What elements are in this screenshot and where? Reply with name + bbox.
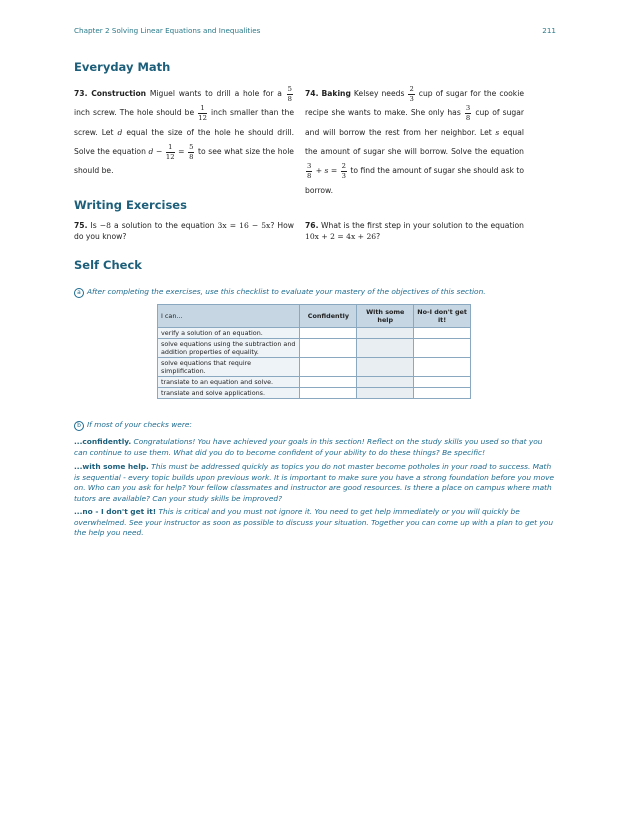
- fraction: $\frac{1}{12}$: [165, 142, 175, 161]
- variable: s: [495, 127, 500, 137]
- fraction: $\frac{2}{3}$: [341, 162, 346, 180]
- fraction: $\frac{3}{8}$: [307, 162, 312, 180]
- table-row: [158, 377, 471, 388]
- variable: d: [117, 127, 123, 137]
- problem-75: 75. Is −8 a solution to the equation 3x = 16 − 5x? How do you know?: [74, 221, 294, 242]
- check-cell-with-help[interactable]: [357, 328, 414, 339]
- objective-cell: solve equations that require simplification.: [158, 358, 300, 377]
- fraction: $\frac{1}{12}$: [198, 104, 207, 122]
- check-cell-confidently[interactable]: [300, 358, 357, 377]
- check-cell-no[interactable]: [414, 339, 471, 358]
- objective-cell: translate to an equation and solve.: [158, 377, 300, 388]
- check-cell-confidently[interactable]: [300, 328, 357, 339]
- check-cell-with-help[interactable]: [357, 358, 414, 377]
- objective-cell: verify a solution of an equation.: [158, 328, 300, 339]
- problem-73: 73. Construction Miguel wants to drill a hole for a $\frac{5}{8}$ inch screw. The hole should be $\frac{1}{12}$ inch smaller than the screw. Let d equal the size of the hole he should drill. Solve the equation d − $\frac{1}{12}$ = $\frac{5}{8}$ to see what size the hole should be.: [74, 84, 295, 176]
- confidently-note: ...confidently. Congratulations! You have achieved your goals in this section! Reflect on the study skills you used so that you can continue to use them. What did you do to become confident of your ability to do these things? Be specific!: [74, 437, 543, 457]
- self-check-b-intro: b If most of your checks were:: [74, 420, 556, 431]
- table-row: [158, 339, 471, 358]
- check-cell-with-help[interactable]: [357, 388, 414, 399]
- problem-number: 73.: [74, 89, 88, 98]
- self-check-heading: Self Check: [74, 258, 142, 272]
- check-cell-confidently[interactable]: [300, 377, 357, 388]
- problem-74: 74. Baking Kelsey needs $\frac{2}{3}$ cup of sugar for the cookie recipe she wants to make. She only has $\frac{3}{8}$ cup of sugar and will borrow the rest from her neighbor. Let s equal the amount of sugar she will borrow. Solve the equation $\frac{3}{8}$ + s = $\frac{2}{3}$ to find the amount of sugar she should ask to borrow.: [305, 84, 524, 195]
- math-expression: −8: [99, 221, 111, 230]
- check-cell-confidently[interactable]: [300, 339, 357, 358]
- running-head: [74, 26, 556, 35]
- check-cell-no[interactable]: [414, 388, 471, 399]
- fraction: $\frac{3}{8}$: [465, 104, 471, 122]
- note-label: ...confidently.: [74, 437, 132, 446]
- page-number: 211: [542, 26, 556, 35]
- no-note: ...no - I don't get it! This is critical and you must not ignore it. You need to get help immediately or you will quickly be overwhelmed. See your instructor as soon as possible to discuss your situation. Together you can come up with a plan to get you the help you need.: [74, 507, 554, 538]
- self-check-table: [157, 304, 471, 399]
- problem-title: Baking: [321, 89, 351, 98]
- table-row: [158, 358, 471, 377]
- check-cell-no[interactable]: [414, 358, 471, 377]
- check-cell-with-help[interactable]: [357, 377, 414, 388]
- check-cell-with-help[interactable]: [357, 339, 414, 358]
- problem-76: 76. What is the first step in your solution to the equation 10x + 2 = 4x + 26?: [305, 221, 524, 242]
- math-expression: 10x + 2 = 4x + 26: [305, 232, 377, 242]
- problem-number: 76.: [305, 221, 319, 230]
- column-header: Confidently: [300, 305, 357, 328]
- fraction: $\frac{2}{3}$: [409, 84, 414, 103]
- check-cell-confidently[interactable]: [300, 388, 357, 399]
- objective-cell: solve equations using the subtraction and addition properties of equality.: [158, 339, 300, 358]
- problem-number: 74.: [305, 89, 319, 98]
- column-header: No-I don't get it!: [414, 305, 471, 328]
- math-expression: 3x = 16 − 5x: [217, 221, 271, 230]
- problem-title: Construction: [91, 89, 147, 98]
- check-cell-no[interactable]: [414, 328, 471, 339]
- note-label: ...with some help.: [74, 462, 149, 471]
- objective-cell: translate and solve applications.: [158, 388, 300, 399]
- column-header: With some help: [357, 305, 414, 328]
- fraction: $\frac{5}{8}$: [189, 142, 194, 161]
- table-row: [158, 388, 471, 399]
- chapter-title: Chapter 2 Solving Linear Equations and Inequalities: [74, 26, 261, 35]
- fraction: $\frac{5}{8}$: [287, 84, 292, 103]
- column-header: I can...: [158, 305, 300, 328]
- problem-number: 75.: [74, 221, 88, 230]
- self-check-intro: a After completing the exercises, use this checklist to evaluate your mastery of the objectives of this section.: [74, 287, 486, 298]
- everyday-math-heading: Everyday Math: [74, 60, 171, 74]
- table-row: [158, 328, 471, 339]
- check-cell-no[interactable]: [414, 377, 471, 388]
- table-header-row: [158, 305, 471, 328]
- circled-a-marker: a: [74, 288, 84, 298]
- with-help-note: ...with some help. This must be addressed quickly as topics you do not master become potholes in your road to success. Math is sequential - every topic builds upon previous work. It is important to make sure you have a strong foundation before you move on. Who can you ask for help? Your fellow classmates and instructor are good resources. Is there a place on campus where math tutors are available? Can your study skills be improved?: [74, 462, 555, 504]
- note-label: ...no - I don't get it!: [74, 507, 157, 516]
- writing-exercises-heading: Writing Exercises: [74, 198, 187, 212]
- circled-b-marker: b: [74, 421, 84, 431]
